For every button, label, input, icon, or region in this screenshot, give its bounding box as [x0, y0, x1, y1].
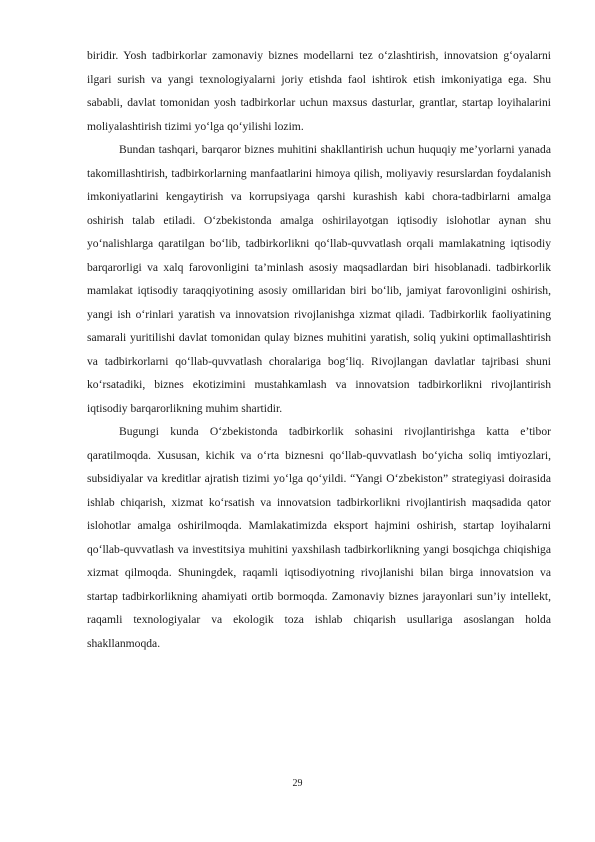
paragraph-uzbekistan-today: Bugungi kunda O‘zbekistonda tadbirkorlik sohasini rivojlantirishga katta e’tibor qaratilmoqda. Xususan, kichik va o‘rta biznesni qo‘llab-quvvatlash bo‘yicha soliq imtiyozlari, subsidiyalar va kreditlar ajratish tizimi yo‘lga qo‘yildi. “Yangi O‘zbekiston” strategiyasi doirasida ishlab chiqarish, xizmat ko‘rsatish va innovatsion tadbirkorlikni rivojlantirish maqsadida qator islohotlar amalga oshirilmoqda. Mamlakatimizda eksport hajmini oshirish, startap loyihalarni qo‘llab-quvvatlash va investitsiya muhitini yaxshilash tadbirkorlikning yangi bosqichga chiqishiga xizmat qilmoqda. Shuningdek, raqamli iqtisodiyotning rivojlanishi bilan birga innovatsion va startap tadbirkorlikning ahamiyati ortib bormoqda. Zamonaviy biznes jarayonlari sun’iy intellekt, raqamli texnologiyalar va ekologik toza ishlab chiqarish usullariga asoslangan holda shakllanmoqda.	[87, 425, 551, 650]
paragraph-legal-reforms: Bundan tashqari, barqaror biznes muhitini shakllantirish uchun huquqiy me’yorlarni yanada takomillashtirish, tadbirkorlarning manfaatlarini himoya qilish, moliyaviy resurslardan foydalanish imkoniyatlarini kengaytirish va korrupsiyaga qarshi kurashish kabi chora-tadbirlarni amalga oshirish talab etiladi. O‘zbekistonda amalga oshirilayotgan iqtisodiy islohotlar aynan shu yo‘nalishlarga qaratilgan bo‘lib, tadbirkorlikni qo‘llab-quvvatlash orqali mamlakatning iqtisodiy barqarorligi va xalq farovonligini ta’minlash asosiy maqsadlardan biri hisoblanadi. tadbirkorlik mamlakat iqtisodiy taraqqiyotining asosiy omillaridan biri bo‘lib, jamiyat farovonligini oshirish, yangi ish o‘rinlari yaratish va innovatsion rivojlanishga xizmat qiladi. Tadbirkorlik faoliyatining samarali yuritilishi davlat tomonidan qulay biznes muhitini yaratish, soliq yukini optimallashtirish va tadbirkorlarni qo‘llab-quvvatlash choralariga bog‘liq. Rivojlangan davlatlar tajribasi shuni ko‘rsatadiki, biznes ekotizimini mustahkamlash va innovatsion tadbirkorlikni rivojlantirish iqtisodiy barqarorlikning muhim shartidir.	[87, 143, 551, 415]
page-body	[87, 44, 551, 655]
page-number: 29	[292, 778, 303, 789]
paragraph-continuation: biridir. Yosh tadbirkorlar zamonaviy biznes modellarni tez o‘zlashtirish, innovatsion g‘oyalarni ilgari surish va yangi texnologiyalarni joriy etishda faol ishtirok etish imkoniyatiga ega. Shu sababli, davlat tomonidan yosh tadbirkorlar uchun maxsus dasturlar, grantlar, startap loyihalarini moliyalashtirish tizimi yo‘lga qo‘yilishi lozim.	[87, 49, 551, 133]
